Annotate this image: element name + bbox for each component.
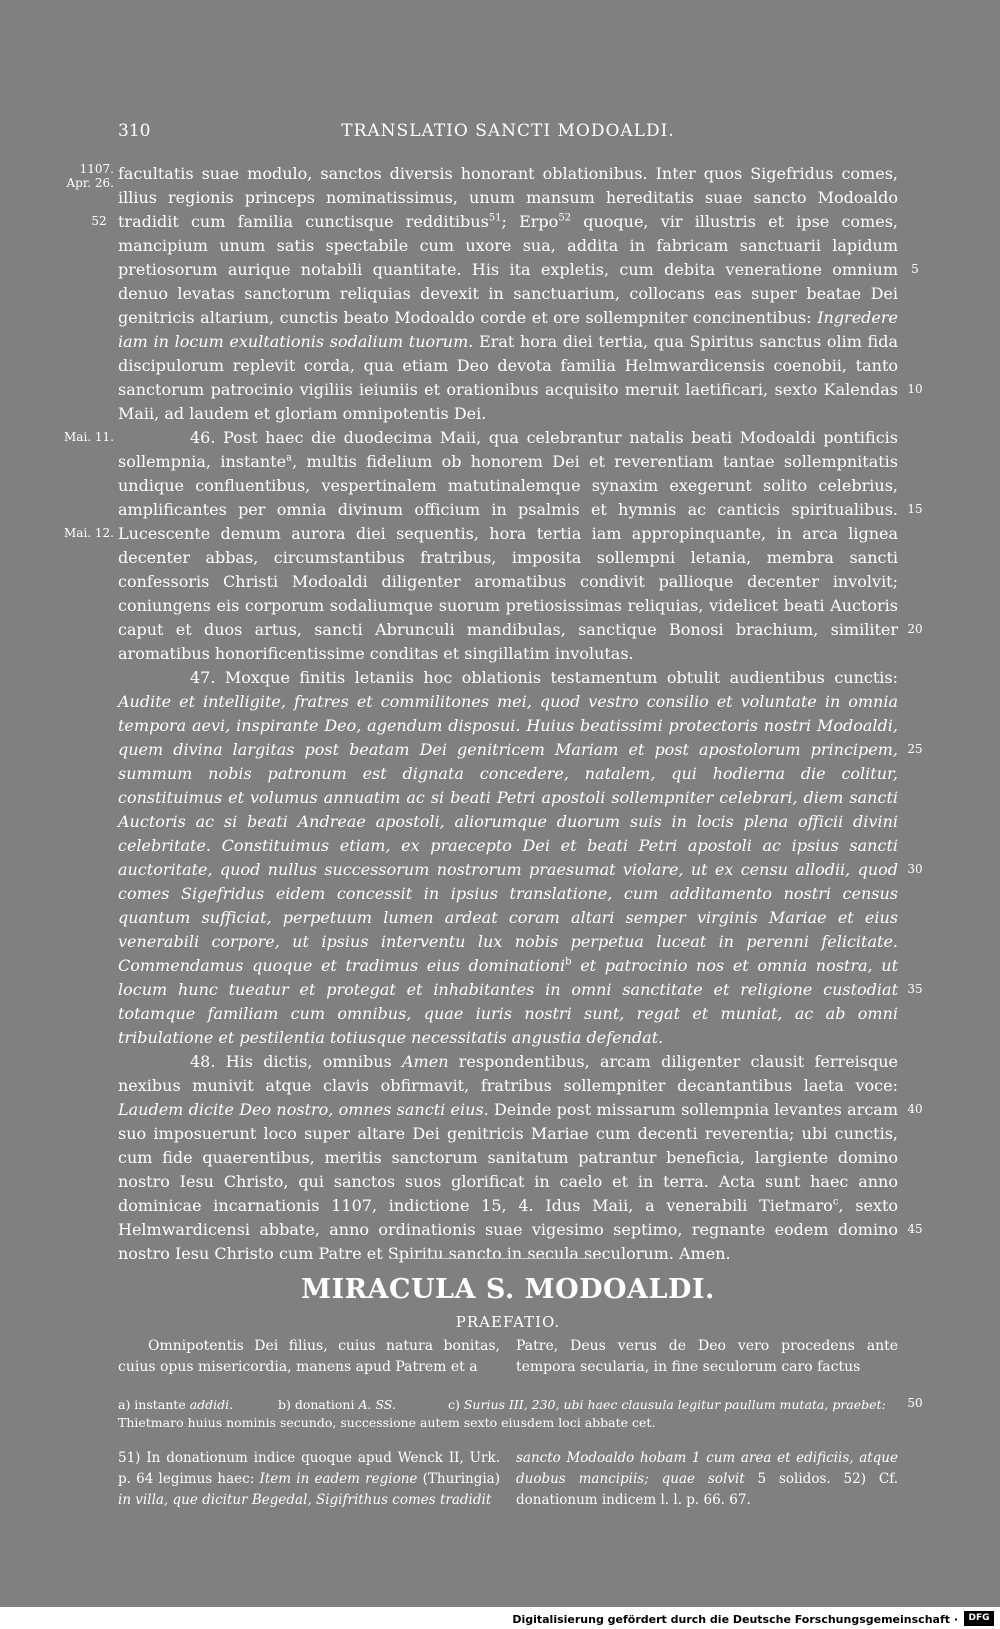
line-number: 30 [907,862,923,876]
footnote-c-continued: Thietmaro huius nominis secundo, successione autem sexto eiusdem loci abbate cet. [118,1415,656,1430]
margin-date-mai-11: Mai. 11. [64,430,114,444]
paragraph-47: 47. Moxque finitis letaniis hoc oblationis testamentum obtulit audientibus cunctis: Audite et intelligite, fratres et commilitones mei, quod vestro consilio et voluntate in omnia tempora aevi, inspirante Deo, agendum disposui. Huius beatissimi protectoris nostri Modoaldi, quem divina largitas post beatam Dei genitricem Mariam et post apostolorum principem, summum nobis patronum est dignata concedere, natalem, qui hodierna die colitur, constituimus et volumus annuatim ac si beati Petri apostoli sollempniter celebrari, diem sancti Auctoris ac si beati Andreae apostoli, aliorumque duorum suis in locis plena officii divini celebritate. Constituimus etiam, ex praecepto Dei et beati Petri apostoli ac ipsius sancti auctoritate, quod nullus successorum nostrorum praesumat violare, ut ex censu allodii, quod comes Sigefridus eidem concessit in ipsius translatione, cum additamento nostri census quantum sufficiat, perpetuum lumen ardeat coram altari semper virginis Mariae et eius venerabili corpore, ut ipsius interventu lux nobis perpetua luceat in perenni felicitate. Commendamus quoque et tradimus eius dominationi$^b$ et patrocinio nos et omnia nostra, ut locum hunc tueatur et protegat et inhabitantes in omni sanctitate et religione custodiat totamque familiam cum omnibus, quae iuris nostri sunt, regat et muniat, ac ab omni tribulatione et pestilentia totiusque necessitatis angustia defendat. [118,668,898,1047]
note-51: 51) In donationum indice quoque apud Wenck II, Urk. p. 64 legimus haec: Item in eadem regione (Thuringia) in villa, que dicitur Begedal, Sigifrithus comes tradidit [118,1450,501,1508]
line-number: 35 [907,982,923,996]
line-number: 20 [907,622,923,636]
line-number: 50 [907,1396,923,1410]
margin-date-mai-12: Mai. 12. [64,526,114,540]
footer-credit: Digitalisierung gefördert durch die Deutsche Forschungsgemeinschaft · [512,1613,958,1626]
footnote-b: b) donationi A. SS. [278,1397,396,1412]
page-header [118,121,898,145]
line-number: 5 [911,262,919,276]
line-number: 52 [91,214,107,228]
section-subtitle: PRAEFATIO. [455,1313,561,1331]
main-text [118,162,898,1266]
note-51-52-continued: sancto Modoaldo hobam 1 cum area et edificiis, atque duobus mancipiis; quae solvit 5 solidos. 52) Cf. donationum indicem l. l. p. 66. 67. [516,1450,899,1508]
dfg-logo: DFG [964,1611,994,1626]
line-number: 10 [907,382,923,396]
apparatus-footnotes [118,1396,898,1432]
line-number: 25 [907,742,923,756]
praefatio-left-column: Omnipotentis Dei filius, cuius natura bonitas, cuius opus misericordia, manens apud Patrem et a [118,1338,500,1375]
paragraph-45: facultatis suae modulo, sanctos diversis honorant oblationibus. Inter quos Sigefridus comes, illius regionis princeps nominatissimus, unum mansum hereditatis suae sancto Modoaldo tradidit cum familia cunctisque redditibus$^{51}$; Erpo$^{52}$ quoque, vir illustris et ipse comes, mancipium unum satis spectabile cum uxore sua, addita in fabricam sanctuarii lapidum pretiosorum aurique notabili quantitate. His ita expletis, cum debita veneratione omnium denuo levatas sanctorum reliquias devexit in sanctuarium, collocans eas super beatae Dei genitricis altarium, cunctis beato Modoaldo corde et ore sollempniter concinentibus: Ingredere iam in locum exultationis sodalium tuorum. Erat hora diei tertia, qua Spiritus sanctus olim fida discipulorum replevit corda, qua etiam Deo devota familia Helmwardicensis coenobii, tanto sanctorum patrocinio vigiliis ieiuniis et orationibus acquisito meruit laetificari, sexto Kalendas Maii, ad laudem et gloriam omnipotentis Dei. [118,164,898,423]
footnote-a: a) instante addidi. [118,1397,234,1412]
paragraph-48: 48. His dictis, omnibus Amen respondentibus, arcam diligenter clausit ferreisque nexibus munivit atque clavis obfirmavit, fratribus sollempniter decantantibus laeta voce: Laudem dicite Deo nostro, omnes sancti eius. Deinde post missarum sollempnia levantes arcam suo imposuerunt loco super altare Dei genitricis Mariae cum decenti reverentia; ubi cunctis, cum fide quaerentibus, meritis sanctorum sanitatum patrantur beneficia, largiente domino nostro Iesu Christo, qui sanctos suos glorificat in caelo et in terra. Acta sunt haec anno dominicae incarnationis 1107, indictione 15, 4. Idus Maii, a venerabili Tietmaro$^c$, sexto Helmwardicensi abbate, anno ordinationis suae vigesimo septimo, regnante eodem domino nostro Iesu Christo cum Patre et Spiritu sancto in secula seculorum. Amen. [118,1052,899,1263]
margin-year: 1107. [79,162,114,176]
running-title: TRANSLATIO SANCTI MODOALDI. [341,121,675,141]
line-number: 40 [907,1102,923,1116]
paragraph-46: 46. Post haec die duodecima Maii, qua celebrantur natalis beati Modoaldi pontificis sollempnia, instante$^a$, multis fidelium ob honorem Dei et reverentiam tantae sollempnitatis undique confluentibus, vespertinalem matutinalemque synaxim exegerunt solito celebrius, amplificantes per omnia divinum officium in psalmis et hymnis ac canticis spiritualibus. Lucescente demum aurora diei sequentis, hora tertia iam appropinquante, in arca lignea decenter abbas, circumstantibus fratribus, imposita sollempni letania, membra sancti confessoris Christi Modoaldi diligenter aromatibus condivit pallioque decenter involvit; coniungens eis corporum sodaliumque suorum pretiosissimas reliquias, videlicet beati Auctoris caput et duos artus, sancti Abrunculi mandibulas, sanctique Bonosi brachium, similiter aromatibus honorificentissime conditas et singillatim involutas. [118,428,898,663]
line-number: 15 [907,502,923,516]
praefatio-right-column: Patre, Deus verus de Deo vero procedens ante tempora secularia, in fine seculorum caro factus [516,1338,898,1375]
margin-date-apr: Apr. 26. [66,176,114,190]
footer-bar [0,1607,1000,1629]
section-title: MIRACULA S. MODOALDI. [301,1274,715,1305]
section-divider [390,1258,600,1259]
footnote-c: c) Surius III, 230, ubi haec clausula legitur paullum mutata, praebet: [448,1397,886,1412]
page-number: 310 [118,121,151,141]
line-number: 45 [907,1222,923,1236]
